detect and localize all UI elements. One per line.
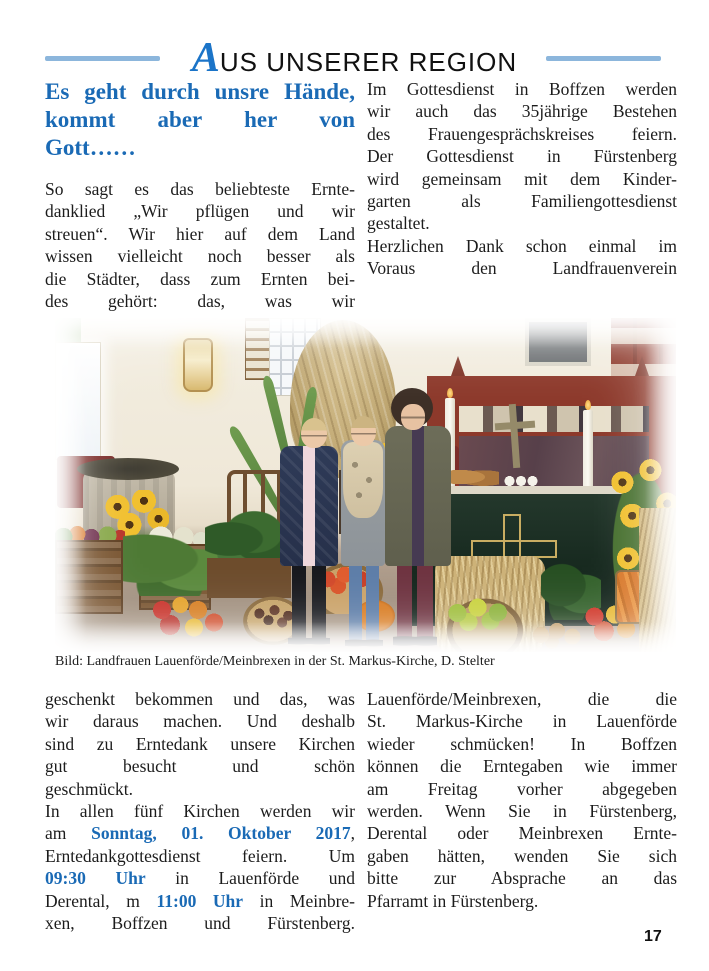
text-run: wieder schmücken! In Boffzen	[367, 733, 677, 754]
text-run: Pfarramt in Fürstenberg.	[367, 890, 539, 911]
text-line	[367, 867, 677, 889]
text-line	[367, 845, 677, 867]
text-run: geschenkt bekommen und das, was	[45, 689, 355, 709]
text-run: in Lauenförde und	[145, 868, 356, 889]
text-run: Derental, m	[45, 890, 157, 911]
text-run: St. Markus-Kirche in Lauenförde	[367, 711, 677, 732]
photo-apple-basket	[439, 592, 531, 652]
photo-window-left	[55, 342, 101, 460]
text-run: gaben hätten, wenden Sie sich	[367, 845, 677, 866]
text-line	[367, 890, 677, 912]
photo-erntedank-church	[55, 318, 676, 652]
text-line	[45, 733, 355, 755]
text-run: ,	[350, 823, 355, 844]
text-run: kommt aber her von	[45, 107, 355, 132]
text-line	[367, 168, 677, 190]
top-left-column	[45, 78, 355, 312]
text-run: In allen fünf Kirchen werden wir	[45, 801, 355, 822]
text-line	[45, 200, 355, 222]
text-run: die Städter, dass zum Ernten bei-	[45, 268, 355, 289]
text-run: Herzlichen Dank schon einmal im	[367, 235, 677, 256]
photo-woman-right-jacket	[385, 426, 451, 566]
page-header	[0, 22, 709, 81]
text-line	[367, 688, 677, 710]
text-line	[367, 710, 677, 732]
article-paragraph-2	[367, 78, 677, 280]
section-title-rest: US UNSERER REGION	[219, 47, 518, 77]
text-line	[45, 268, 355, 290]
text-run: werden. Wenn Sie in Fürstenberg,	[367, 801, 677, 822]
text-run: danklied „Wir pflügen und wir	[45, 201, 355, 222]
text-run: wissen vielleicht noch besser als	[45, 246, 355, 267]
section-title-initial: A	[191, 35, 220, 81]
article-paragraph-3	[45, 688, 355, 934]
bottom-columns	[45, 688, 677, 934]
photo-altarpiece-tiles	[459, 406, 649, 432]
text-run: Lauenförde/Meinbrexen, die die	[367, 689, 677, 709]
text-line	[367, 733, 677, 755]
text-line	[367, 778, 677, 800]
text-line	[45, 78, 355, 106]
text-line	[45, 688, 355, 710]
text-line	[367, 145, 677, 167]
text-line	[367, 800, 677, 822]
text-run: wir auch das 35jährige Bestehen	[367, 101, 677, 122]
text-run: Im Gottesdienst in Boffzen werden	[367, 79, 677, 99]
text-line	[367, 755, 677, 777]
text-line	[45, 178, 355, 200]
photo-bread-loaves	[443, 466, 499, 488]
text-run: in Meinbre-	[243, 890, 355, 911]
photo-woman-right-boots	[393, 634, 437, 648]
text-line	[45, 710, 355, 732]
text-run: sind zu Erntedank unsere Kirchen	[45, 733, 355, 754]
text-line	[45, 245, 355, 267]
text-line	[367, 822, 677, 844]
text-line	[45, 223, 355, 245]
text-run: Der Gottesdienst in Fürstenberg	[367, 146, 677, 167]
text-line	[45, 290, 355, 312]
text-line	[45, 755, 355, 777]
photo-woman-right-legs	[397, 566, 433, 638]
text-line	[367, 212, 677, 234]
photo-framed-picture	[525, 318, 591, 366]
text-run: Voraus den Landfrauenverein	[367, 258, 677, 279]
article-paragraph-1	[45, 178, 355, 312]
text-run: xen, Boffzen und Fürstenberg.	[45, 913, 355, 934]
article-paragraph-4	[367, 688, 677, 912]
text-run: wir daraus machen. Und deshalb	[45, 711, 355, 732]
photo-wall-lamp	[183, 338, 213, 392]
photo-woman-middle-shoes	[345, 638, 383, 648]
text-line	[367, 235, 677, 257]
text-line	[367, 78, 677, 100]
text-run: geschmückt.	[45, 778, 133, 799]
photo-woman-left-head	[301, 418, 327, 448]
text-line	[45, 867, 355, 889]
text-line	[45, 912, 355, 934]
photo-caption: Bild: Landfrauen Lauenförde/Meinbrexen in der St. Markus-Kirche, D. Stelter	[55, 654, 495, 669]
photo-hay-right	[639, 508, 676, 652]
photo-woman-left-shoes	[288, 636, 330, 646]
photo-woman-middle-head	[351, 416, 376, 446]
photo-eggs	[503, 474, 539, 488]
text-run: wird gemeinsam mit dem Kinder-	[367, 168, 677, 189]
top-columns	[45, 78, 677, 312]
text-run: streuen“. Wir hier auf dem Land	[45, 223, 355, 244]
page-number: 17	[644, 928, 662, 945]
text-run: So sagt es das beliebteste Ernte-	[45, 179, 355, 199]
bottom-left-column	[45, 688, 355, 934]
header-rule-right	[546, 56, 661, 61]
text-run: Erntedankgottesdienst feiern. Um	[45, 845, 355, 866]
text-run: können die Erntegaben wie immer	[367, 756, 677, 777]
photo-woman-left-legs	[292, 566, 326, 638]
text-line	[45, 845, 355, 867]
text-line	[367, 123, 677, 145]
text-run: des Frauengesprächskreises feiern.	[367, 123, 677, 144]
text-line	[45, 134, 355, 162]
text-line	[45, 822, 355, 844]
article-heading	[45, 78, 355, 162]
text-run: Gott……	[45, 135, 136, 160]
text-run: gestaltet.	[367, 213, 430, 234]
accent-text: Sonntag, 01. Oktober 2017	[91, 823, 351, 844]
text-line	[45, 106, 355, 134]
accent-text: 11:00 Uhr	[156, 890, 244, 911]
text-run: garten als Familiengottesdienst	[367, 191, 677, 212]
text-run: gut besucht und schön	[45, 756, 355, 777]
photo-figure	[55, 318, 676, 670]
text-run: Es geht durch unsre Hände,	[45, 79, 355, 104]
top-right-column	[367, 78, 677, 312]
text-line	[45, 778, 355, 800]
photo-woman-middle-jeans	[349, 566, 379, 640]
text-run: des gehört: das, was wir	[45, 291, 355, 312]
text-run: am	[45, 823, 92, 844]
text-run: bitte zur Absprache an das	[367, 868, 677, 889]
text-run: am Freitag vorher abgegeben	[367, 778, 677, 799]
text-line	[367, 190, 677, 212]
text-line	[45, 890, 355, 912]
text-line	[45, 800, 355, 822]
photo-peppers-left	[150, 590, 230, 640]
accent-text: 09:30 Uhr	[45, 868, 146, 889]
text-run: Derental oder Meinbrexen Ernte-	[367, 823, 677, 844]
photo-woman-middle-scarf	[343, 442, 383, 518]
text-line	[367, 257, 677, 279]
bottom-right-column	[367, 688, 677, 934]
photo-woman-left-jacket	[280, 446, 338, 566]
photo-crate-left	[55, 540, 123, 614]
photo-woman-right-face	[401, 404, 425, 430]
text-line	[367, 100, 677, 122]
